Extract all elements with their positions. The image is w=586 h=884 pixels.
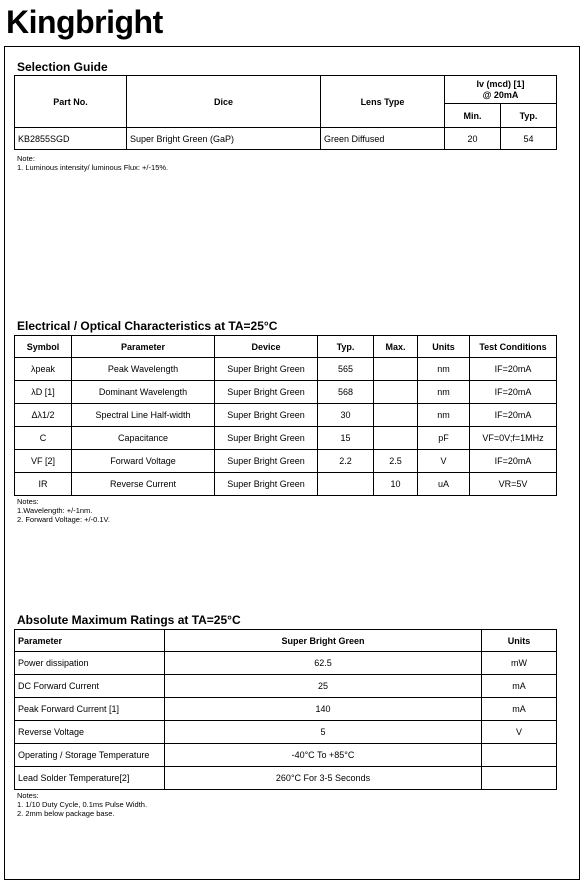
table-row xyxy=(15,767,557,790)
cell-max xyxy=(374,404,418,427)
cell-units: mW xyxy=(482,652,557,675)
cell-units: nm xyxy=(418,358,470,381)
table-row xyxy=(15,450,557,473)
absolute-notes xyxy=(17,791,147,818)
cell-typ: 565 xyxy=(318,358,374,381)
cell-symbol: λD [1] xyxy=(15,381,72,404)
cell-symbol: IR xyxy=(15,473,72,496)
header-iv xyxy=(445,76,557,104)
cell-units: V xyxy=(418,450,470,473)
note-line: 1. Luminous intensity/ luminous Flux: +/-15%. xyxy=(17,163,169,172)
header-device: Device xyxy=(215,336,318,358)
cell-parameter: Spectral Line Half-width xyxy=(72,404,215,427)
header-lens-type: Lens Type xyxy=(321,76,445,128)
cell-parameter: Dominant Wavelength xyxy=(72,381,215,404)
cell-value: 260°C For 3-5 Seconds xyxy=(165,767,482,790)
cell-parameter: Lead Solder Temperature[2] xyxy=(15,767,165,790)
table-row xyxy=(15,698,557,721)
header-parameter: Parameter xyxy=(15,630,165,652)
header-parameter: Parameter xyxy=(72,336,215,358)
selection-notes xyxy=(17,154,168,172)
absolute-rows xyxy=(15,652,557,790)
cell-parameter: Peak Forward Current [1] xyxy=(15,698,165,721)
header-device: Super Bright Green xyxy=(165,630,482,652)
absolute-table xyxy=(14,629,557,790)
cell-device: Super Bright Green xyxy=(215,404,318,427)
header-symbol: Symbol xyxy=(15,336,72,358)
cell-typ: 568 xyxy=(318,381,374,404)
table-row xyxy=(15,652,557,675)
cell-test-condition: IF=20mA xyxy=(470,358,557,381)
table-row xyxy=(15,473,557,496)
cell-units: nm xyxy=(418,381,470,404)
cell-part-no: KB2855SGD xyxy=(15,128,127,150)
cell-device: Super Bright Green xyxy=(215,473,318,496)
table-row xyxy=(15,404,557,427)
note-line: Note: xyxy=(17,154,35,163)
header-units: Units xyxy=(418,336,470,358)
header-max: Max. xyxy=(374,336,418,358)
cell-symbol: Δλ1/2 xyxy=(15,404,72,427)
cell-test-condition: IF=20mA xyxy=(470,450,557,473)
cell-parameter: Capacitance xyxy=(72,427,215,450)
cell-typ: 30 xyxy=(318,404,374,427)
electrical-title: Electrical / Optical Characteristics at TA=25°C xyxy=(17,319,278,333)
cell-parameter: Peak Wavelength xyxy=(72,358,215,381)
cell-device: Super Bright Green xyxy=(215,381,318,404)
cell-units: V xyxy=(482,721,557,744)
header-typ: Typ. xyxy=(318,336,374,358)
cell-parameter: Operating / Storage Temperature xyxy=(15,744,165,767)
header-iv-line2: @ 20mA xyxy=(482,89,519,100)
cell-min: 20 xyxy=(445,128,501,150)
note-line: Notes: xyxy=(17,497,39,506)
cell-value: 5 xyxy=(165,721,482,744)
cell-units: mA xyxy=(482,675,557,698)
header-test-conditions: Test Conditions xyxy=(470,336,557,358)
cell-max xyxy=(374,427,418,450)
cell-value: 62.5 xyxy=(165,652,482,675)
cell-max: 10 xyxy=(374,473,418,496)
header-iv-line1: Iv (mcd) [1] xyxy=(476,78,525,89)
note-line: 1. 1/10 Duty Cycle, 0.1ms Pulse Width. xyxy=(17,800,148,809)
cell-units: pF xyxy=(418,427,470,450)
cell-typ: 15 xyxy=(318,427,374,450)
note-line: 2. 2mm below package base. xyxy=(17,809,115,818)
cell-parameter: Reverse Current xyxy=(72,473,215,496)
cell-test-condition: VR=5V xyxy=(470,473,557,496)
cell-value: 25 xyxy=(165,675,482,698)
selection-guide-title: Selection Guide xyxy=(17,60,108,74)
table-row xyxy=(15,721,557,744)
cell-test-condition: IF=20mA xyxy=(470,404,557,427)
brand-logo: Kingbright xyxy=(6,4,163,40)
cell-units xyxy=(482,744,557,767)
electrical-rows xyxy=(15,358,557,496)
electrical-notes xyxy=(17,497,110,524)
cell-lens-type: Green Diffused xyxy=(321,128,445,150)
cell-test-condition: VF=0V;f=1MHz xyxy=(470,427,557,450)
selection-guide-table xyxy=(14,75,557,150)
absolute-title: Absolute Maximum Ratings at TA=25°C xyxy=(17,613,241,627)
cell-units: mA xyxy=(482,698,557,721)
electrical-table xyxy=(14,335,557,496)
cell-units xyxy=(482,767,557,790)
table-row xyxy=(15,381,557,404)
cell-test-condition: IF=20mA xyxy=(470,381,557,404)
cell-device: Super Bright Green xyxy=(215,450,318,473)
cell-parameter: Reverse Voltage xyxy=(15,721,165,744)
cell-device: Super Bright Green xyxy=(215,358,318,381)
table-row xyxy=(15,427,557,450)
note-line: 2. Forward Voltage: +/-0.1V. xyxy=(17,515,110,524)
cell-dice: Super Bright Green (GaP) xyxy=(127,128,321,150)
cell-units: nm xyxy=(418,404,470,427)
table-row xyxy=(15,744,557,767)
note-line: Notes: xyxy=(17,791,39,800)
cell-value: -40°C To +85°C xyxy=(165,744,482,767)
cell-parameter: Power dissipation xyxy=(15,652,165,675)
cell-symbol: VF [2] xyxy=(15,450,72,473)
cell-device: Super Bright Green xyxy=(215,427,318,450)
cell-max xyxy=(374,381,418,404)
cell-parameter: DC Forward Current xyxy=(15,675,165,698)
cell-symbol: C xyxy=(15,427,72,450)
cell-max xyxy=(374,358,418,381)
cell-units: uA xyxy=(418,473,470,496)
header-min: Min. xyxy=(445,104,501,128)
cell-typ: 54 xyxy=(501,128,557,150)
cell-max: 2.5 xyxy=(374,450,418,473)
note-line: 1.Wavelength: +/-1nm. xyxy=(17,506,93,515)
cell-symbol: λpeak xyxy=(15,358,72,381)
cell-parameter: Forward Voltage xyxy=(72,450,215,473)
table-row xyxy=(15,358,557,381)
cell-value: 140 xyxy=(165,698,482,721)
header-dice: Dice xyxy=(127,76,321,128)
header-typ: Typ. xyxy=(501,104,557,128)
header-units: Units xyxy=(482,630,557,652)
cell-typ xyxy=(318,473,374,496)
table-row xyxy=(15,675,557,698)
header-part-no: Part No. xyxy=(15,76,127,128)
cell-typ: 2.2 xyxy=(318,450,374,473)
